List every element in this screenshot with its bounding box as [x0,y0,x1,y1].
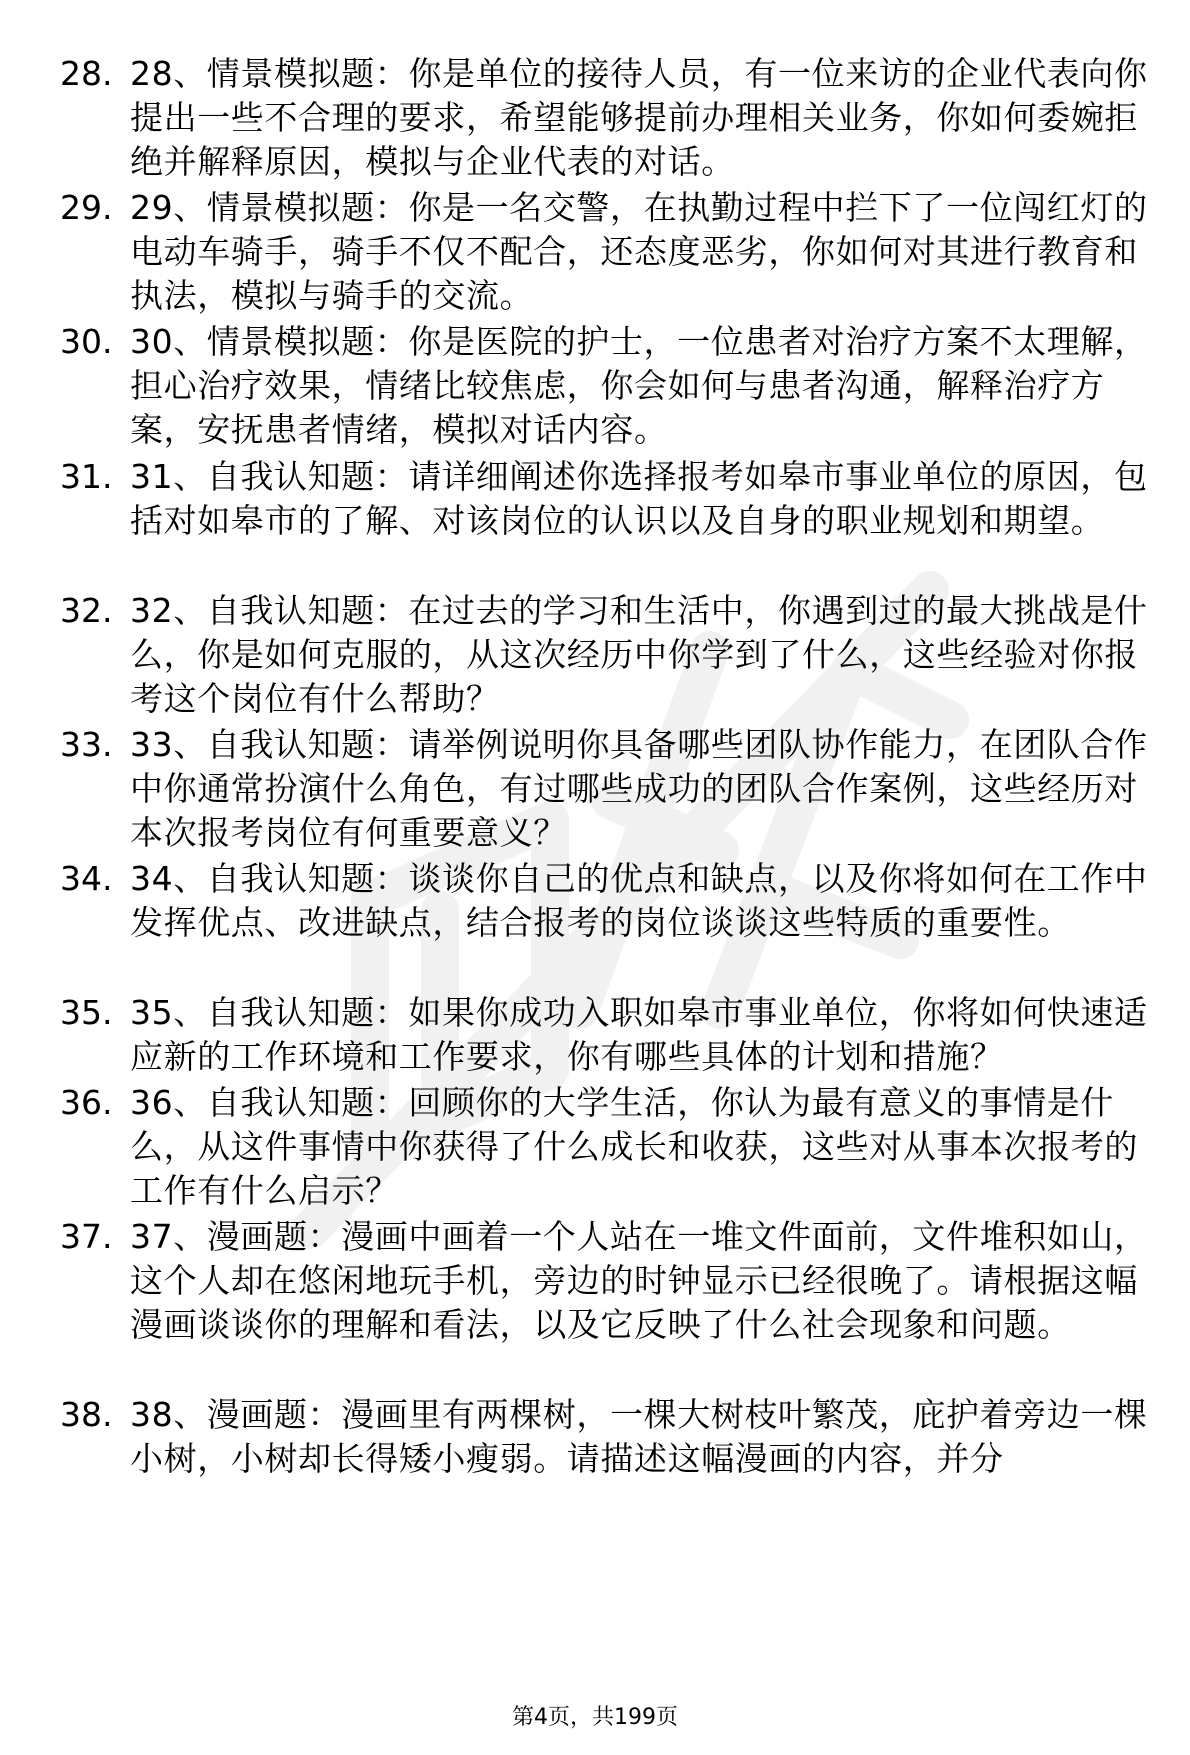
question-text: 29、情景模拟题：你是一名交警，在执勤过程中拦下了一位闯红灯的电动车骑手，骑手不仅不配合，还态度恶劣，你如何对其进行教育和执法，模拟与骑手的交流。 [130,188,1148,315]
question-number: 36. [60,1083,113,1122]
question-number: 32. [60,591,113,630]
question-number: 37. [60,1217,113,1256]
page-footer: 第4页，共199页 [512,1705,678,1730]
question-item [60,857,1160,945]
question-number: 28. [60,54,113,93]
question-item [60,723,1160,855]
question-text: 34、自我认知题：谈谈你自己的优点和缺点，以及你将如何在工作中发挥优点、改进缺点，结合报考的岗位谈谈这些特质的重要性。 [130,859,1148,942]
question-number: 30. [60,322,113,361]
question-number: 38. [60,1395,113,1434]
question-item [60,589,1160,721]
question-item [60,1393,1160,1481]
question-text: 31、自我认知题：请详细阐述你选择报考如皋市事业单位的原因，包括对如皋市的了解、对该岗位的认识以及自身的职业规划和期望。 [130,457,1148,540]
question-item [60,1215,1160,1347]
question-text: 32、自我认知题：在过去的学习和生活中，你遇到过的最大挑战是什么，你是如何克服的，从这次经历中你学到了什么，这些经验对你报考这个岗位有什么帮助？ [130,591,1148,718]
question-text: 36、自我认知题：回顾你的大学生活，你认为最有意义的事情是什么，从这件事情中你获得了什么成长和收获，这些对从事本次报考的工作有什么启示？ [130,1083,1138,1210]
question-text: 30、情景模拟题：你是医院的护士，一位患者对治疗方案不太理解，担心治疗效果，情绪比较焦虑，你会如何与患者沟通，解释治疗方案，安抚患者情绪，模拟对话内容。 [130,322,1148,449]
question-item [60,186,1160,318]
question-item [60,1081,1160,1213]
question-item [60,320,1160,452]
question-number: 31. [60,457,113,496]
question-number: 29. [60,188,113,227]
question-number: 34. [60,859,113,898]
question-item [60,991,1160,1079]
question-item [60,52,1160,184]
question-text: 37、漫画题：漫画中画着一个人站在一堆文件面前，文件堆积如山，这个人却在悠闲地玩手机，旁边的时钟显示已经很晚了。请根据这幅漫画谈谈你的理解和看法，以及它反映了什么社会现象和问题。 [130,1217,1148,1344]
question-number: 33. [60,725,113,764]
question-text: 28、情景模拟题：你是单位的接待人员，有一位来访的企业代表向你提出一些不合理的要求，希望能够提前办理相关业务，你如何委婉拒绝并解释原因，模拟与企业代表的对话。 [130,54,1148,181]
question-item [60,455,1160,543]
question-number: 35. [60,993,113,1032]
question-text: 35、自我认知题：如果你成功入职如皋市事业单位，你将如何快速适应新的工作环境和工作要求，你有哪些具体的计划和措施？ [130,993,1148,1076]
question-text: 38、漫画题：漫画里有两棵树，一棵大树枝叶繁茂，庇护着旁边一棵小树，小树却长得矮小瘦弱。请描述这幅漫画的内容，并分 [130,1395,1148,1478]
question-text: 33、自我认知题：请举例说明你具备哪些团队协作能力，在团队合作中你通常扮演什么角色，有过哪些成功的团队合作案例，这些经历对本次报考岗位有何重要意义？ [130,725,1148,852]
